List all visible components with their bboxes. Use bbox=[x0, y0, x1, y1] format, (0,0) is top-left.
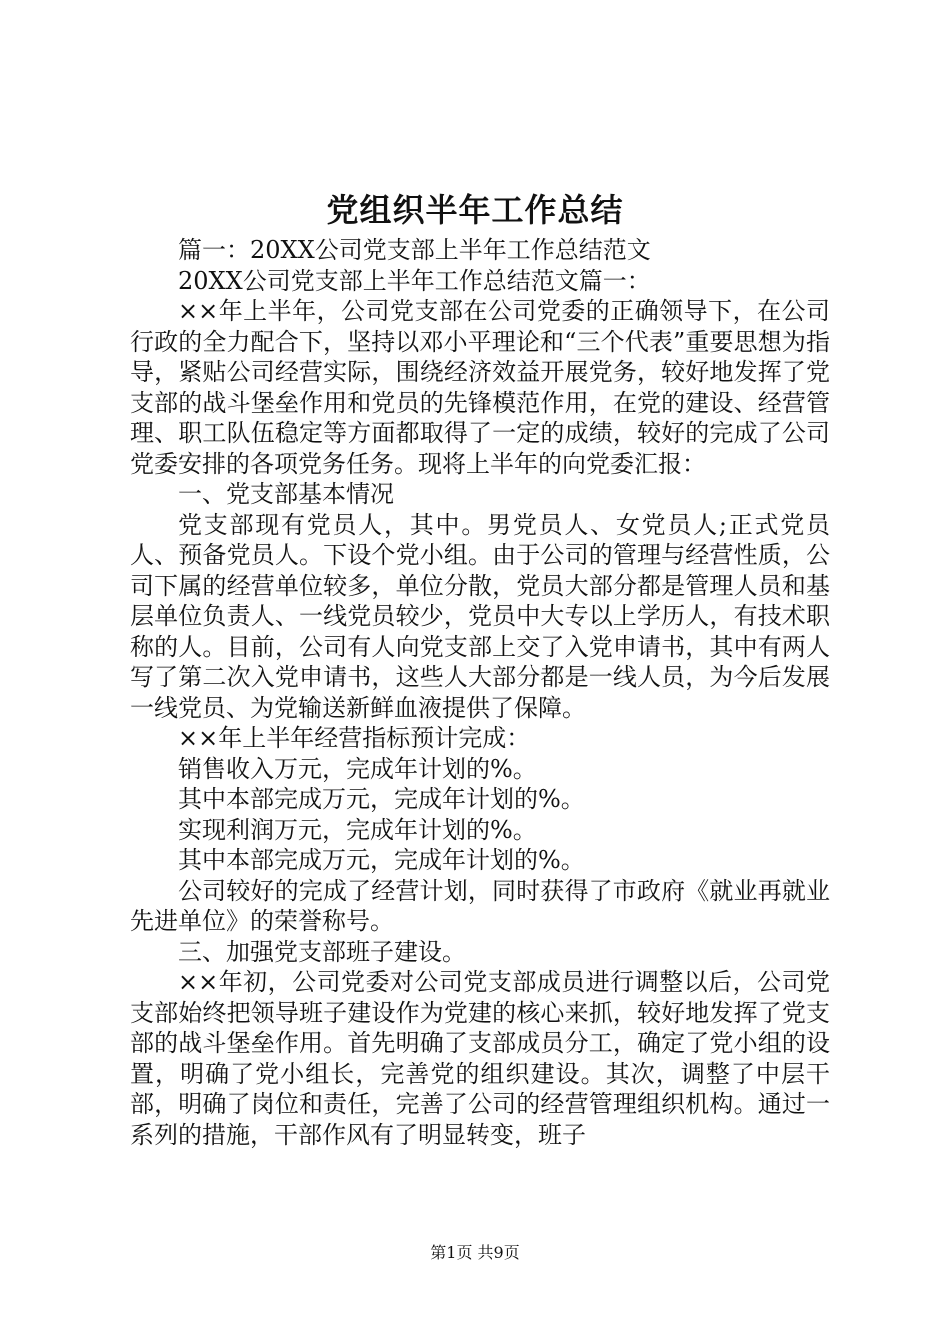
document-title: 党组织半年工作总结 bbox=[326, 191, 624, 229]
paragraph: ××年上半年经营指标预计完成： bbox=[178, 724, 531, 752]
paragraph: 其中本部完成万元，完成年计划的%。 bbox=[178, 785, 585, 813]
section-heading: 一、党支部基本情况 bbox=[178, 480, 394, 508]
paragraph: 公司较好的完成了经营计划，同时获得了市政府《就业再就业先进单位》的荣誉称号。 bbox=[130, 876, 830, 935]
paragraph: 党支部现有党员人，其中。男党员人、女党员人;正式党员人、预备党员人。下设个党小组。由于公司的管理与经营性质，公司下属的经营单位较多，单位分散，党员大部分都是管理人员和基层单位负责人、一线党员较少，党员中大专以上学历人，有技术职称的人。目前，公司有人向党支部上交了入党申请书，其中有两人写了第二次入党申请书，这些人大部分都是一线人员，为今后发展一线党员、为党输送新鲜血液提供了保障。 bbox=[130, 510, 830, 722]
paragraph: ××年初，公司党委对公司党支部成员进行调整以后，公司党支部始终把领导班子建设作为党建的核心来抓，较好地发挥了党支部的战斗堡垒作用。首先明确了支部成员分工，确定了党小组的设置，明确了党小组长，完善党的组织建设。其次，调整了中层干部，明确了岗位和责任，完善了公司的经营管理组织机构。通过一系列的措施，干部作风有了明显转变，班子 bbox=[130, 968, 830, 1149]
paragraph: 20XX公司党支部上半年工作总结范文篇一： bbox=[178, 266, 651, 295]
paragraph: 其中本部完成万元，完成年计划的%。 bbox=[178, 846, 585, 874]
paragraph: 销售收入万元，完成年计划的%。 bbox=[178, 754, 537, 783]
section-heading: 三、加强党支部班子建设。 bbox=[178, 937, 466, 966]
paragraph: 实现利润万元，完成年计划的%。 bbox=[178, 815, 537, 844]
document-body bbox=[130, 235, 830, 1150]
paragraph: ××年上半年，公司党支部在公司党委的正确领导下，在公司行政的全力配合下，坚持以邓小平理论和“三个代表”重要思想为指导，紧贴公司经营实际，围绕经济效益开展党务，较好地发挥了党支部的战斗堡垒作用和党员的先锋模范作用，在党的建设、经营管理、职工队伍稳定等方面都取得了一定的成绩，较好的完成了公司党委安排的各项党务任务。现将上半年的向党委汇报： bbox=[130, 297, 830, 478]
page-footer: 第1页 共9页 bbox=[430, 1243, 520, 1262]
paragraph: 篇一：20XX公司党支部上半年工作总结范文 bbox=[178, 236, 651, 264]
